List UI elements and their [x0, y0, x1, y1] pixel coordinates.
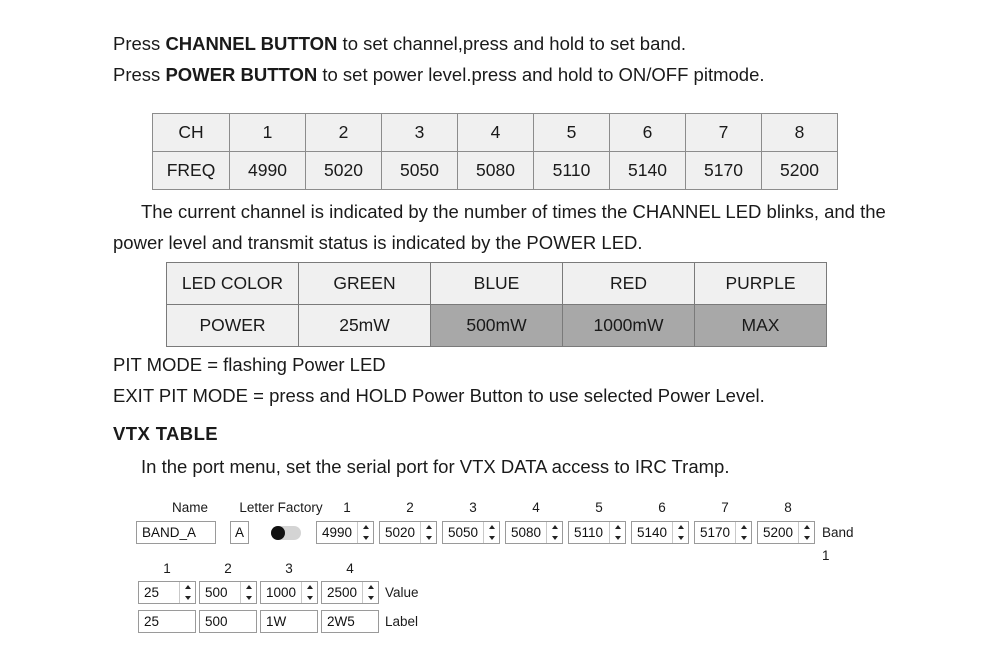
- header-name: Name: [171, 500, 208, 515]
- led-paragraph-text: The current channel is indicated by the number of times the CHANNEL LED blinks, and the power level and transmit status is indicated by the POWER LED.: [113, 201, 886, 253]
- spinner-down-icon[interactable]: [180, 593, 195, 604]
- spinner-down-icon[interactable]: [736, 533, 751, 544]
- led-color-label: LED COLOR: [167, 263, 299, 305]
- header-channel-4: 4: [532, 500, 540, 515]
- band-freq-6-spinner[interactable]: [631, 521, 689, 544]
- power-500mw: 500mW: [431, 305, 563, 347]
- band-freq-2-value: 5020: [385, 525, 416, 540]
- intro-line-2-suffix: to set power level.press and hold to ON/OFF pitmode.: [317, 64, 765, 85]
- header-channel-6: 6: [658, 500, 666, 515]
- label-column-label: Label: [385, 614, 419, 629]
- band-freq-1-value: 4990: [322, 525, 353, 540]
- table-row-channel: [153, 114, 838, 152]
- header-power-4: 4: [346, 561, 354, 576]
- channel-button-term: CHANNEL BUTTON: [165, 33, 338, 54]
- power-button-term: POWER BUTTON: [165, 64, 318, 85]
- freq-value-1: 4990: [230, 152, 306, 190]
- spinner-up-icon[interactable]: [799, 522, 814, 533]
- exit-pit-mode-line: EXIT PIT MODE = press and HOLD Power Button to use selected Power Level.: [113, 385, 765, 406]
- vtx-table-heading: VTX TABLE: [113, 423, 219, 444]
- spinner-up-icon[interactable]: [610, 522, 625, 533]
- ch-value-2: 2: [306, 114, 382, 152]
- band-freq-5-value: 5110: [574, 525, 604, 540]
- header-power-1: 1: [163, 561, 171, 576]
- intro-line-1: [113, 28, 765, 59]
- power-max: MAX: [695, 305, 827, 347]
- band-freq-8-spinner[interactable]: [757, 521, 815, 544]
- header-channel-2: 2: [406, 500, 414, 515]
- spinner-down-icon[interactable]: [799, 533, 814, 544]
- band-freq-6-value: 5140: [637, 525, 668, 540]
- power-value-1-spinner[interactable]: [138, 581, 196, 604]
- freq-value-3: 5050: [382, 152, 458, 190]
- ch-value-5: 5: [534, 114, 610, 152]
- ch-value-8: 8: [762, 114, 838, 152]
- ch-value-6: 6: [610, 114, 686, 152]
- power-label-2-input[interactable]: 500: [199, 610, 257, 633]
- factory-toggle[interactable]: [271, 526, 301, 540]
- freq-value-8: 5200: [762, 152, 838, 190]
- band-freq-3-spinner[interactable]: [442, 521, 500, 544]
- intro-line-1-suffix: to set channel,press and hold to set band.: [337, 33, 687, 54]
- spinner-up-icon[interactable]: [358, 522, 373, 533]
- freq-value-5: 5110: [534, 152, 610, 190]
- power-value-2: 500: [205, 585, 228, 600]
- spinner-down-icon[interactable]: [241, 593, 256, 604]
- power-1000mw: 1000mW: [563, 305, 695, 347]
- pit-mode-line: PIT MODE = flashing Power LED: [113, 354, 386, 375]
- band-freq-7-spinner[interactable]: [694, 521, 752, 544]
- power-label-1-input[interactable]: 25: [138, 610, 196, 633]
- ch-value-4: 4: [458, 114, 534, 152]
- band-row-label: Band 1: [822, 525, 854, 563]
- header-channel-1: 1: [343, 500, 351, 515]
- intro-line-2: [113, 59, 765, 90]
- spinner-arrows-icon[interactable]: [240, 582, 256, 603]
- header-power-3: 3: [285, 561, 293, 576]
- channel-frequency-table: [152, 113, 838, 190]
- spinner-arrows-icon[interactable]: [301, 582, 317, 603]
- spinner-down-icon[interactable]: [421, 533, 436, 544]
- spinner-arrows-icon[interactable]: [735, 522, 751, 543]
- value-column-label: Value: [385, 585, 419, 600]
- header-letter-factory: Letter Factory: [239, 500, 323, 515]
- led-color-red: RED: [563, 263, 695, 305]
- pit-mode-text: [113, 349, 765, 411]
- band-freq-5-spinner[interactable]: [568, 521, 626, 544]
- spinner-down-icon[interactable]: [610, 533, 625, 544]
- spinner-down-icon[interactable]: [363, 593, 378, 604]
- power-value-4-spinner[interactable]: [321, 581, 379, 604]
- spinner-up-icon[interactable]: [421, 522, 436, 533]
- header-power-2: 2: [224, 561, 232, 576]
- header-channel-3: 3: [469, 500, 477, 515]
- vtx-note: [113, 456, 729, 478]
- spinner-up-icon[interactable]: [180, 582, 195, 593]
- spinner-arrows-icon[interactable]: [798, 522, 814, 543]
- spinner-up-icon[interactable]: [302, 582, 317, 593]
- spinner-up-icon[interactable]: [547, 522, 562, 533]
- spinner-up-icon[interactable]: [736, 522, 751, 533]
- intro-line-2-prefix: Press: [113, 64, 166, 85]
- vtx-note-text: In the port menu, set the serial port for VTX DATA access to IRC Tramp.: [141, 456, 730, 477]
- spinner-up-icon[interactable]: [484, 522, 499, 533]
- ch-value-7: 7: [686, 114, 762, 152]
- spinner-down-icon[interactable]: [547, 533, 562, 544]
- power-value-1: 25: [144, 585, 160, 600]
- spinner-arrows-icon[interactable]: [357, 522, 373, 543]
- table-row-power: [167, 305, 827, 347]
- ch-label: CH: [153, 114, 230, 152]
- led-paragraph: [113, 196, 903, 258]
- freq-value-4: 5080: [458, 152, 534, 190]
- ch-value-1: 1: [230, 114, 306, 152]
- band-freq-3-value: 5050: [448, 525, 479, 540]
- band-freq-7-value: 5170: [700, 525, 731, 540]
- spinner-arrows-icon[interactable]: [420, 522, 436, 543]
- power-value-4: 2500: [327, 585, 358, 600]
- spinner-down-icon[interactable]: [358, 533, 373, 544]
- freq-value-7: 5170: [686, 152, 762, 190]
- header-channel-8: 8: [784, 500, 792, 515]
- power-25mw: 25mW: [299, 305, 431, 347]
- band-freq-1-spinner[interactable]: [316, 521, 374, 544]
- table-row-frequency: [153, 152, 838, 190]
- led-color-green: GREEN: [299, 263, 431, 305]
- freq-value-2: 5020: [306, 152, 382, 190]
- intro-line-1-prefix: Press: [113, 33, 166, 54]
- ch-value-3: 3: [382, 114, 458, 152]
- band-freq-4-value: 5080: [511, 525, 542, 540]
- band-freq-2-spinner[interactable]: [379, 521, 437, 544]
- freq-label: FREQ: [153, 152, 230, 190]
- intro-text: [113, 28, 765, 90]
- header-channel-7: 7: [721, 500, 729, 515]
- power-label: POWER: [167, 305, 299, 347]
- band-name-input[interactable]: BAND_A: [136, 521, 216, 544]
- spinner-arrows-icon[interactable]: [609, 522, 625, 543]
- table-row-led-color: [167, 263, 827, 305]
- spinner-up-icon[interactable]: [363, 582, 378, 593]
- led-color-purple: PURPLE: [695, 263, 827, 305]
- spinner-up-icon[interactable]: [241, 582, 256, 593]
- led-color-blue: BLUE: [431, 263, 563, 305]
- power-label-3-input[interactable]: 1W: [260, 610, 318, 633]
- band-letter-input[interactable]: A: [230, 521, 249, 544]
- spinner-arrows-icon[interactable]: [672, 522, 688, 543]
- spinner-arrows-icon[interactable]: [483, 522, 499, 543]
- band-freq-4-spinner[interactable]: [505, 521, 563, 544]
- power-value-3-spinner[interactable]: [260, 581, 318, 604]
- header-channel-5: 5: [595, 500, 603, 515]
- led-power-table: [166, 262, 827, 347]
- spinner-arrows-icon[interactable]: [362, 582, 378, 603]
- spinner-down-icon[interactable]: [302, 593, 317, 604]
- spinner-up-icon[interactable]: [673, 522, 688, 533]
- power-value-3: 1000: [266, 585, 297, 600]
- band-freq-8-value: 5200: [763, 525, 794, 540]
- toggle-knob: [271, 526, 285, 540]
- freq-value-6: 5140: [610, 152, 686, 190]
- spinner-arrows-icon[interactable]: [546, 522, 562, 543]
- spinner-arrows-icon[interactable]: [179, 582, 195, 603]
- spinner-down-icon[interactable]: [673, 533, 688, 544]
- power-label-4-input[interactable]: 2W5: [321, 610, 379, 633]
- power-value-2-spinner[interactable]: [199, 581, 257, 604]
- spinner-down-icon[interactable]: [484, 533, 499, 544]
